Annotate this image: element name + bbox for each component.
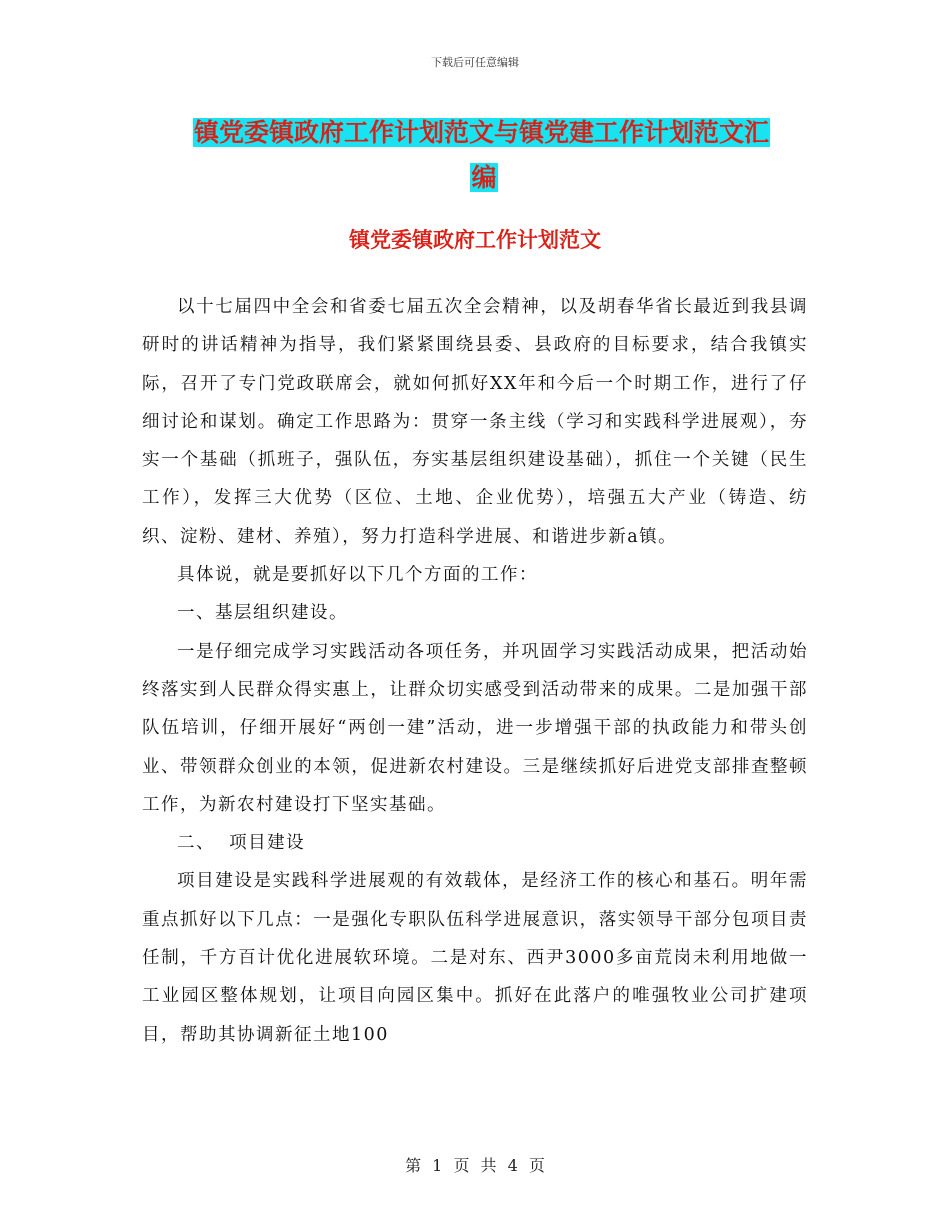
section-heading: 一、基层组织建设。: [177, 603, 348, 624]
section-title: 镇党委镇政府工作计划范文: [349, 227, 601, 252]
paragraph: 一是仔细完成学习实践活动各项任务，并巩固学习实践活动成果，把活动始终落实到人民群众得实惠上，让群众切实感受到活动带来的成果。二是加强干部队伍培训，仔细开展好“两创一建”活动，进一步增强干部的执政能力和带头创业、带领群众创业的本领，促进新农村建设。三是继续抓好后进党支部排查整顿工作，为新农村建设打下坚实基础。: [142, 641, 808, 815]
header-note: 下载后可任意编辑: [431, 56, 519, 69]
document-body: [142, 288, 808, 1054]
section-heading: 二、 项目建设: [177, 833, 306, 854]
page-footer: 第 1 页 共 4 页: [405, 1156, 545, 1175]
paragraph: 以十七届四中全会和省委七届五次全会精神，以及胡春华省长最近到我县调研时的讲话精神为指导，我们紧紧围绕县委、县政府的目标要求，结合我镇实际，召开了专门党政联席会，就如何抓好XX年和今后一个时期工作，进行了仔细讨论和谋划。确定工作思路为：贯穿一条主线（学习和实践科学进展观），夯实一个基础（抓班子，强队伍，夯实基层组织建设基础），抓住一个关键（民生工作），发挥三大优势（区位、土地、企业优势），培强五大产业（铸造、纺织、淀粉、建材、养殖），努力打造科学进展、和谐进步新a镇。: [142, 297, 808, 547]
paragraph: 项目建设是实践科学进展观的有效载体，是经济工作的核心和基石。明年需重点抓好以下几点：一是强化专职队伍科学进展意识，落实领导干部分包项目责任制，千方百计优化进展软环境。二是对东、西尹3000多亩荒岗未利用地做一工业园区整体规划，让项目向园区集中。抓好在此落户的唯强牧业公司扩建项目，帮助其协调新征土地100: [142, 871, 808, 1045]
title-line-2: 编: [471, 163, 497, 192]
paragraph: 具体说，就是要抓好以下几个方面的工作：: [177, 565, 538, 586]
document-title: [145, 110, 825, 200]
title-line-1: 镇党委镇政府工作计划范文与镇党建工作计划范文汇: [194, 118, 770, 147]
